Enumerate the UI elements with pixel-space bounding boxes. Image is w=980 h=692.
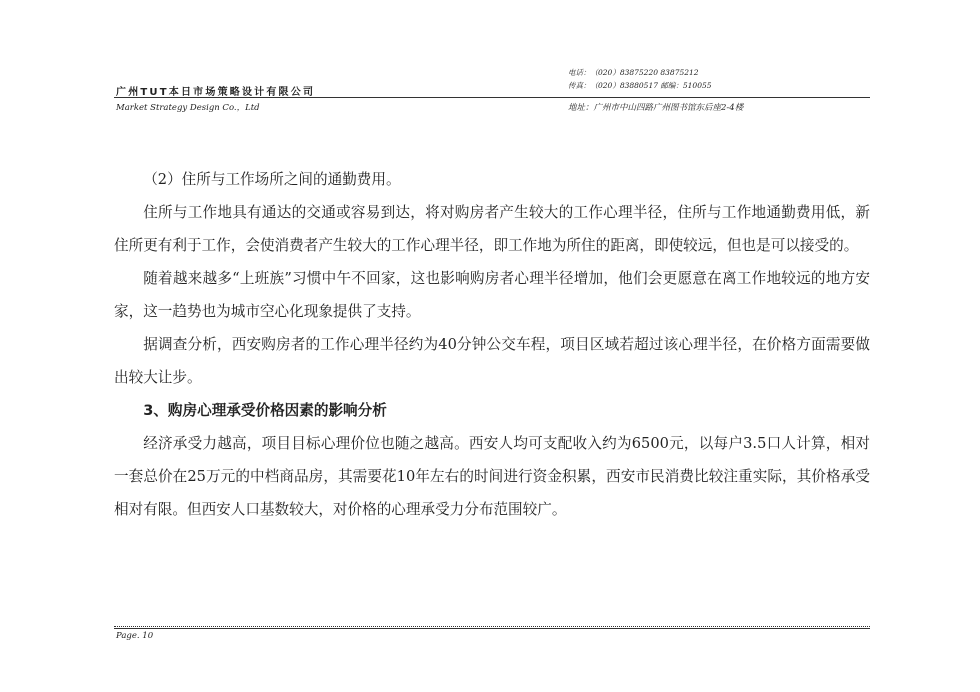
- phone-text: 电话：（020）83875220 83875212: [568, 68, 699, 77]
- section-3-heading: 3、购房心理承受价格因素的影响分析: [143, 402, 387, 419]
- paragraph: 随着越来越多“上班族”习惯中午不回家，这也影响购房者心理半径增加，他们会更愿意在离工作地较远的地方安家，这一趋势也为城市空心化现象提供了支持。: [114, 270, 870, 320]
- header-divider: [114, 97, 870, 98]
- paragraph: 据调查分析，西安购房者的工作心理半径约为40分钟公交车程，项目区域若超过该心理半径，在价格方面需要做出较大让步。: [114, 336, 870, 386]
- contact-block: [568, 66, 712, 92]
- address-text: 地址：广州市中山四路广州图书馆东后座2-4楼: [568, 103, 744, 113]
- document-body: [114, 163, 870, 526]
- footer-divider-dotted: [114, 626, 870, 627]
- paragraph: 经济承受力越高，项目目标心理价位也随之越高。西安人均可支配收入约为6500元，以每户3.5口人计算，相对一套总价在25万元的中档商品房，其需要花10年左右的时间进行资金积累，西安市民消费比较注重实际，其价格承受相对有限。但西安人口基数较大，对价格的心理承受力分布范围较广。: [114, 435, 870, 518]
- company-name-en: Market Strategy Design Co.，Ltd: [116, 103, 260, 113]
- fax-text: 传真：（020）83880517 邮编：510055: [568, 81, 712, 90]
- page-number: Page. 10: [116, 631, 154, 641]
- company-name-cn: 广州TUT本日市场策略设计有限公司: [116, 87, 316, 98]
- paragraph: 住所与工作地具有通达的交通或容易到达，将对购房者产生较大的工作心理半径，住所与工作地通勤费用低，新住所更有利于工作，会使消费者产生较大的工作心理半径，即工作地为所住的距离，即使较远，但也是可以接受的。: [114, 204, 870, 254]
- footer-divider: [114, 628, 870, 629]
- item-2-heading: （2）住所与工作场所之间的通勤费用。: [143, 171, 401, 188]
